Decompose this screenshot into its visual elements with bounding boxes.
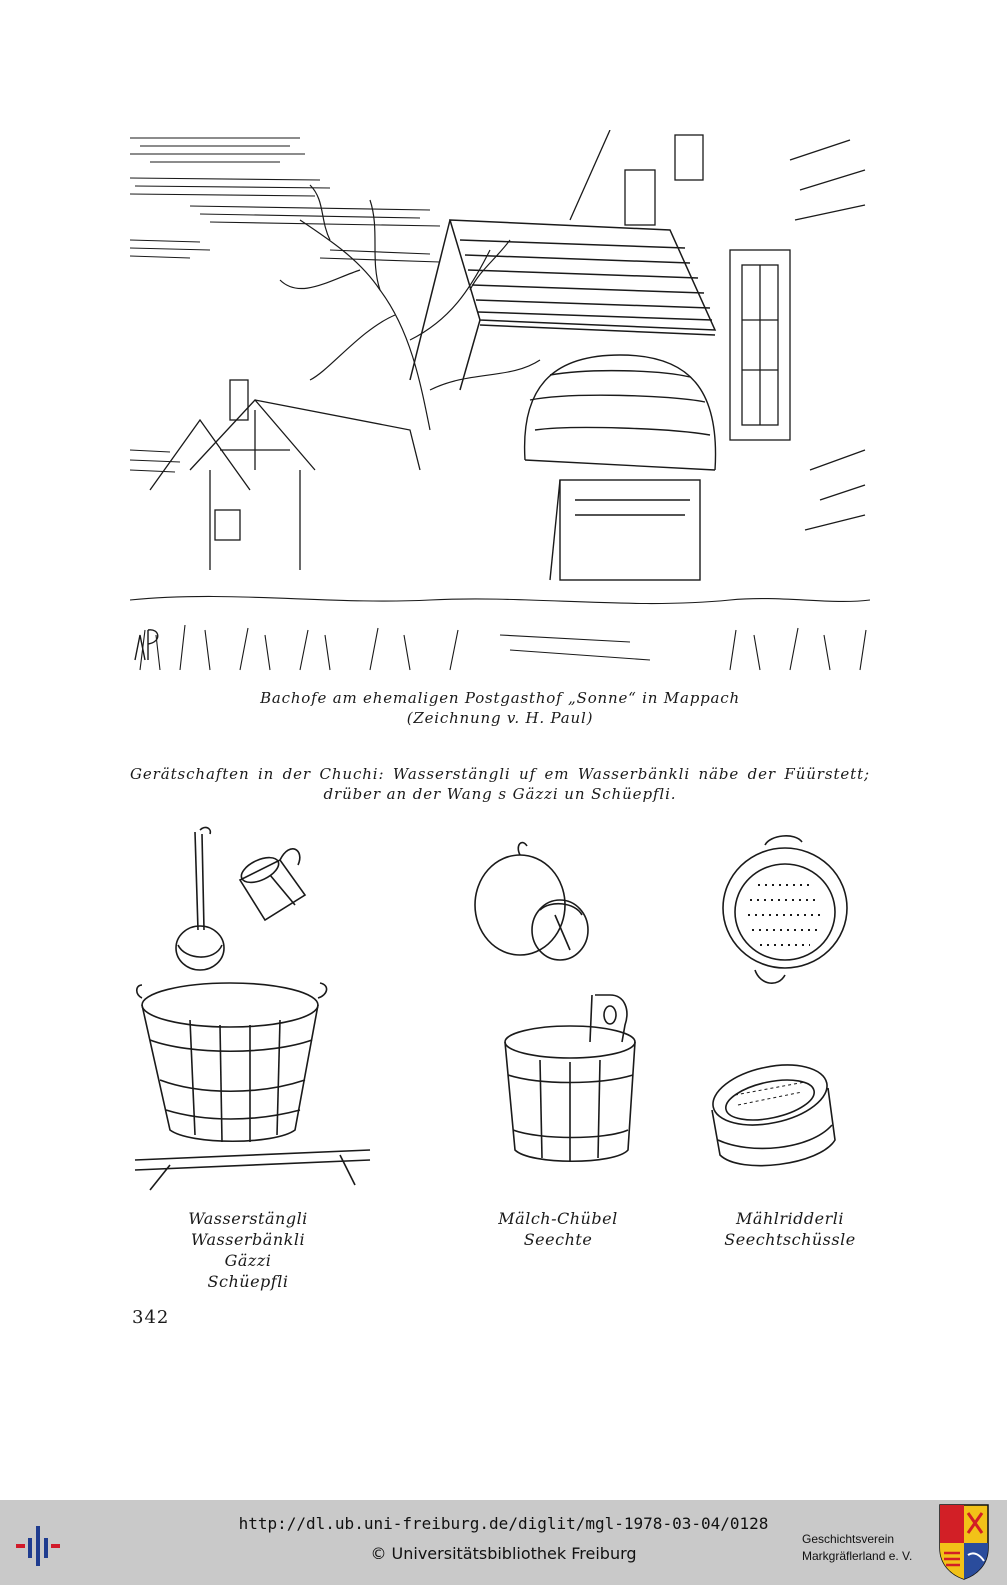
utensil-label: Mälch-Chübel — [498, 1209, 618, 1228]
colander-drawing — [723, 836, 847, 983]
utensil-label: Wasserbänkli — [190, 1230, 306, 1249]
society-crest-icon — [938, 1503, 990, 1581]
milk-bucket-drawing — [505, 995, 635, 1162]
grass — [130, 596, 870, 670]
utensil-label: Seechtschüssle — [724, 1230, 856, 1249]
ladle-drawing — [176, 827, 224, 970]
society-name-line1: Geschichtsverein — [802, 1532, 895, 1546]
page-number: 342 — [132, 1307, 170, 1328]
utensil-label-group-1 — [168, 1208, 328, 1292]
drawing-caption — [130, 688, 870, 728]
wooden-tub-drawing — [137, 983, 327, 1142]
footer-copyright: © Universitätsbibliothek Freiburg — [370, 1544, 637, 1563]
farmhouse — [150, 380, 420, 570]
society-name — [802, 1531, 932, 1565]
sieve-drawing — [707, 1056, 835, 1166]
footer-bar — [0, 1500, 1007, 1585]
bench-drawing — [135, 1150, 370, 1190]
utensils-description-line1: Gerätschaften in der Chuchi: Wasserstängli uf em Wasserbänkli näbe der Füürstett; — [130, 765, 870, 783]
drawing-caption-credit: (Zeichnung v. H. Paul) — [406, 709, 594, 727]
utensils-description — [130, 764, 870, 804]
utensils-description-line2: drüber an der Wang s Gäzzi un Schüepfli. — [323, 785, 677, 803]
artist-monogram — [135, 630, 158, 660]
utensil-label: Seechte — [523, 1230, 593, 1249]
utensil-label-group-2 — [478, 1208, 638, 1250]
bakehouse-drawing — [130, 130, 870, 672]
utensil-label: Wasserstängli — [188, 1209, 308, 1228]
utensil-label-group-3 — [710, 1208, 870, 1250]
cup-drawing — [238, 849, 305, 920]
utensil-label: Gäzzi — [224, 1251, 272, 1270]
society-name-line2: Markgräflerland e. V. — [802, 1549, 913, 1563]
drawing-caption-title: Bachofe am ehemaligen Postgasthof „Sonne“ in Mappach — [260, 689, 740, 707]
footer-url-link[interactable]: http://dl.ub.uni-freiburg.de/diglit/mgl-1978-03-04/0128 — [238, 1514, 769, 1533]
utensil-label: Mählridderli — [736, 1209, 844, 1228]
utensils-drawing — [130, 820, 875, 1195]
sky-hatching — [130, 138, 440, 472]
utensil-label: Schüepfli — [207, 1272, 289, 1291]
copper-pot-drawing — [475, 843, 588, 960]
oven-dome — [525, 355, 716, 580]
